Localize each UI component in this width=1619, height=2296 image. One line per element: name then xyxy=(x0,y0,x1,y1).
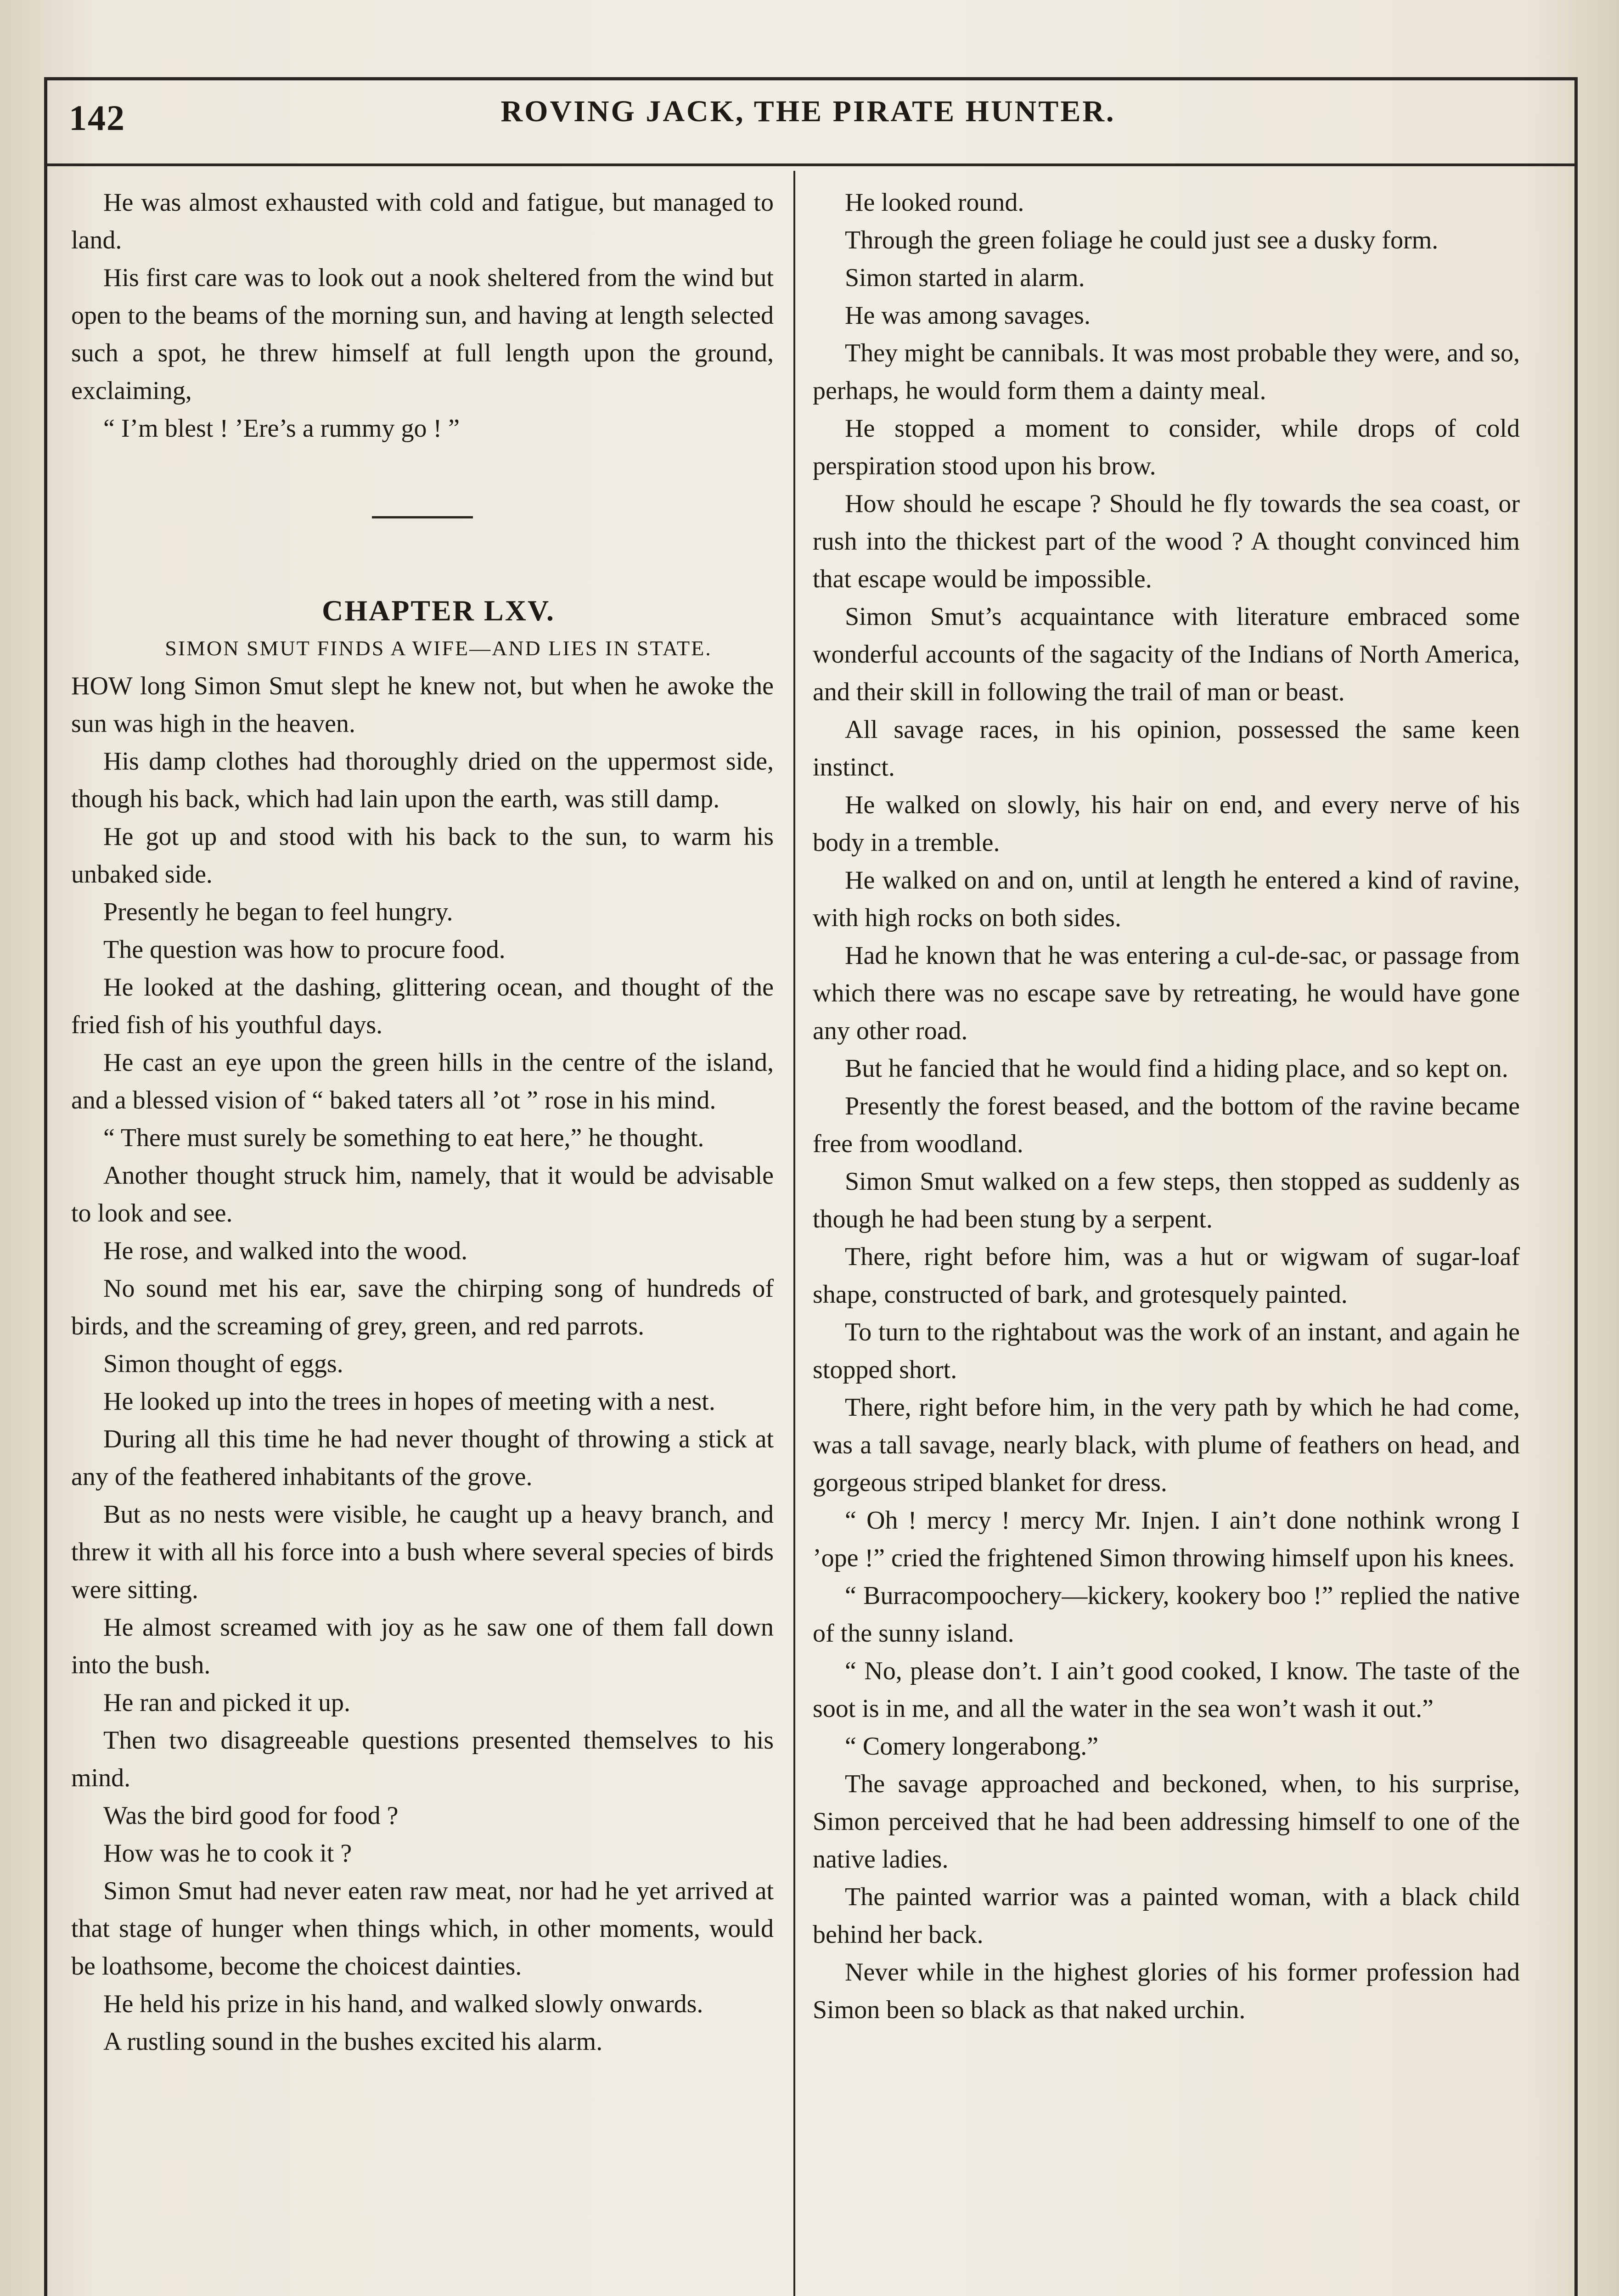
paragraph: To turn to the rightabout was the work of an instant, and again he stopped short. xyxy=(813,1318,1520,1384)
paragraph: The savage approached and beckoned, when, to his surprise, Simon perceived that he had been addressing himself to one of the native ladies. xyxy=(813,1770,1520,1874)
paragraph: Through the green foliage he could just see a dusky form. xyxy=(845,226,1439,254)
paragraph: Simon started in alarm. xyxy=(845,264,1085,292)
header-rule xyxy=(44,163,1578,166)
right-column xyxy=(813,184,1520,2029)
paragraph: His first care was to look out a nook sheltered from the wind but open to the beams of the morning sun, and having at length selected such a spot, he threw himself at full length upon the ground, exclaiming, xyxy=(71,264,774,405)
paragraph: Was the bird good for food ? xyxy=(103,1801,399,1830)
paragraph: “ Burracompoochery—kickery, kookery boo !” replied the native of the sunny island. xyxy=(813,1581,1520,1648)
left-column xyxy=(71,184,774,2060)
chapter-subtitle: SIMON SMUT FINDS A WIFE—AND LIES IN STATE. xyxy=(165,636,712,660)
paragraph: Then two disagreeable questions presented themselves to his mind. xyxy=(71,1726,774,1792)
paragraph: He looked at the dashing, glittering ocean, and thought of the fried fish of his youthful days. xyxy=(71,973,774,1039)
paragraph: There, right before him, was a hut or wigwam of sugar-loaf shape, constructed of bark, and grotesquely painted. xyxy=(813,1243,1520,1309)
page-number: 142 xyxy=(69,98,125,138)
paragraph: “ I’m blest ! ’Ere’s a rummy go ! ” xyxy=(103,414,460,443)
paragraph: During all this time he had never thought of throwing a stick at any of the feathered inhabitants of the grove. xyxy=(71,1425,774,1491)
paragraph: “ There must surely be something to eat here,” he thought. xyxy=(103,1124,704,1152)
paragraph: “ Oh ! mercy ! mercy Mr. Injen. I ain’t done nothink wrong I ’ope !” cried the frightened Simon throwing himself upon his knees. xyxy=(813,1506,1520,1572)
running-title: ROVING JACK, THE PIRATE HUNTER. xyxy=(500,95,1116,128)
paragraph: He rose, and walked into the wood. xyxy=(103,1237,468,1265)
paragraph: Never while in the highest glories of his former profession had Simon been so black as that naked urchin. xyxy=(813,1958,1520,2024)
column-divider xyxy=(793,171,795,2296)
paragraph: He looked up into the trees in hopes of meeting with a nest. xyxy=(103,1387,715,1416)
paragraph: The question was how to procure food. xyxy=(103,935,506,964)
paragraph: He got up and stood with his back to the sun, to warm his unbaked side. xyxy=(71,822,774,889)
paragraph: He walked on slowly, his hair on end, and every nerve of his body in a tremble. xyxy=(813,791,1520,857)
paragraph: Simon Smut had never eaten raw meat, nor had he yet arrived at that stage of hunger when things which, in other moments, would be loathsome, become the choicest dainties. xyxy=(71,1877,774,1981)
paragraph: “ No, please don’t. I ain’t good cooked, I know. The taste of the soot is in me, and all the water in the sea won’t wash it out.” xyxy=(813,1657,1520,1723)
paragraph: Had he known that he was entering a cul-de-sac, or passage from which there was no escape save by retreating, he would have gone any other road. xyxy=(813,941,1520,1045)
paragraph: Another thought struck him, namely, that it would be advisable to look and see. xyxy=(71,1161,774,1227)
paragraph: His damp clothes had thoroughly dried on the uppermost side, though his back, which had lain upon the earth, was still damp. xyxy=(71,747,774,813)
paragraph: Simon thought of eggs. xyxy=(103,1350,343,1378)
paragraph: Simon Smut’s acquaintance with literature embraced some wonderful accounts of the sagacity of the Indians of North America, and their skill in following the trail of man or beast. xyxy=(813,602,1520,706)
paragraph: Simon Smut walked on a few steps, then stopped as suddenly as though he had been stung by a serpent. xyxy=(813,1167,1520,1233)
paragraph: They might be cannibals. It was most probable they were, and so, perhaps, he would form them a dainty meal. xyxy=(813,339,1520,405)
paragraph: Presently he began to feel hungry. xyxy=(103,898,453,926)
paragraph: A rustling sound in the bushes excited his alarm. xyxy=(103,2027,603,2056)
paragraph: How was he to cook it ? xyxy=(103,1839,352,1868)
paragraph: He ran and picked it up. xyxy=(103,1688,351,1717)
paragraph: The painted warrior was a painted woman, with a black child behind her back. xyxy=(813,1883,1520,1949)
paragraph: HOW long Simon Smut slept he knew not, but when he awoke the sun was high in the heaven. xyxy=(71,672,774,738)
paragraph: No sound met his ear, save the chirping song of hundreds of birds, and the screaming of grey, green, and red parrots. xyxy=(71,1274,774,1340)
paragraph: How should he escape ? Should he fly towards the sea coast, or rush into the thickest part of the wood ? A thought convinced him that escape would be impossible. xyxy=(813,490,1520,593)
paragraph: He cast an eye upon the green hills in the centre of the island, and a blessed vision of “ baked taters all ’ot ” rose in his mind. xyxy=(71,1048,774,1114)
paragraph: There, right before him, in the very path by which he had come, was a tall savage, nearly black, with plume of feathers on head, and gorgeous striped blanket for dress. xyxy=(813,1393,1520,1497)
section-rule xyxy=(372,516,473,518)
chapter-title: CHAPTER LXV. xyxy=(322,594,555,627)
paragraph: He held his prize in his hand, and walked slowly onwards. xyxy=(103,1990,703,2018)
paragraph: But he fancied that he would find a hiding place, and so kept on. xyxy=(845,1054,1508,1083)
paragraph: He almost screamed with joy as he saw one of them fall down into the bush. xyxy=(71,1613,774,1679)
paragraph: He walked on and on, until at length he entered a kind of ravine, with high rocks on both sides. xyxy=(813,866,1520,932)
paragraph: He stopped a moment to consider, while drops of cold perspiration stood upon his brow. xyxy=(813,414,1520,480)
paragraph: He was among savages. xyxy=(845,301,1091,330)
paragraph: “ Comery longerabong.” xyxy=(845,1732,1099,1761)
paragraph: He was almost exhausted with cold and fatigue, but managed to land. xyxy=(71,188,774,254)
paragraph: He looked round. xyxy=(845,188,1024,217)
paragraph: Presently the forest beased, and the bottom of the ravine became free from woodland. xyxy=(813,1092,1520,1158)
paragraph: But as no nests were visible, he caught up a heavy branch, and threw it with all his force into a bush where several species of birds were sitting. xyxy=(71,1500,774,1604)
paragraph: All savage races, in his opinion, possessed the same keen instinct. xyxy=(813,715,1520,782)
